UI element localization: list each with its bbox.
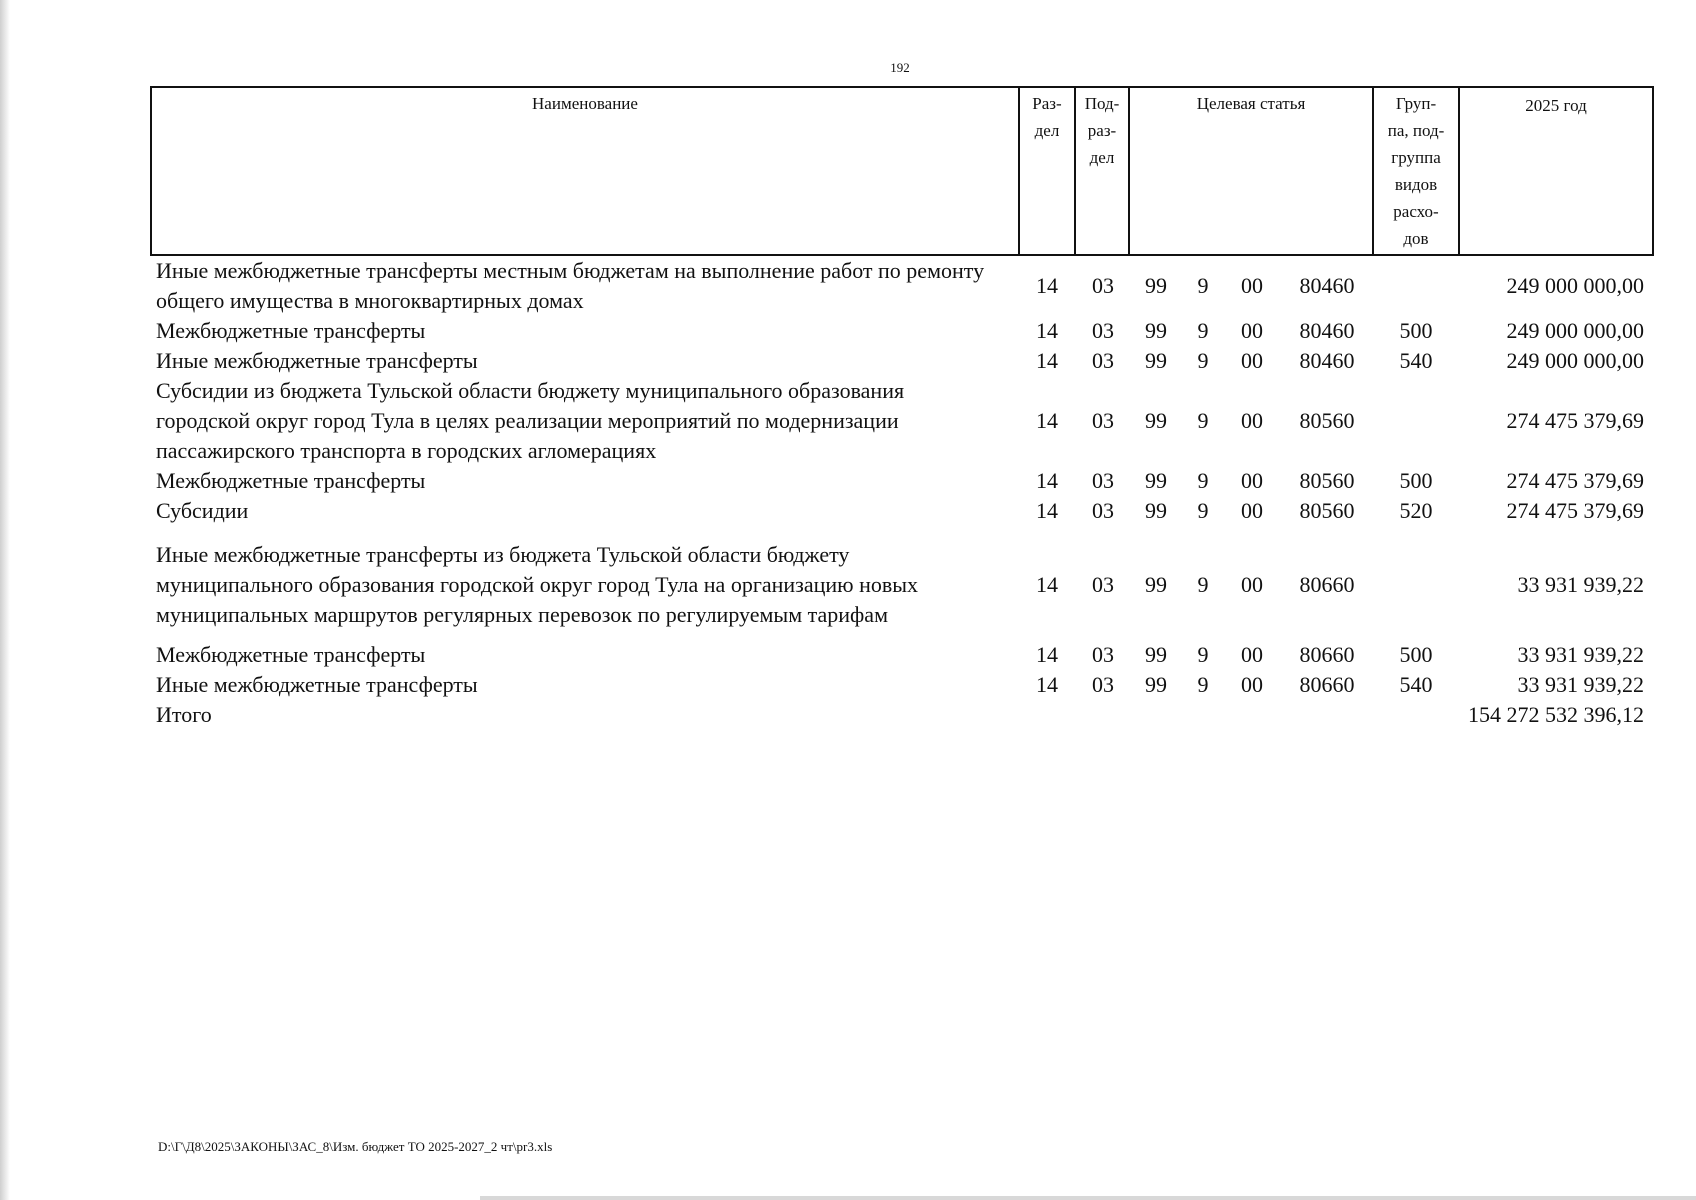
row-group: 500 [1399, 642, 1433, 667]
table-row [150, 540, 1654, 630]
row-razdel: 14 [1036, 273, 1058, 298]
header-group-line: па, под- [1387, 121, 1445, 140]
row-razdel: 14 [1036, 672, 1058, 697]
table-row [150, 376, 1654, 466]
header-group-line: видов [1394, 175, 1438, 194]
row-cs3: 00 [1241, 318, 1263, 343]
row-name: Субсидии [156, 498, 249, 523]
row-cs4: 80560 [1299, 498, 1355, 523]
total-amount: 154 272 532 396,12 [1468, 702, 1644, 727]
row-name: Иные межбюджетные трансферты [156, 348, 478, 373]
row-cs3: 00 [1241, 408, 1263, 433]
table-row [150, 640, 1654, 670]
row-name: Межбюджетные трансферты [156, 318, 426, 343]
row-podrazdel: 03 [1092, 672, 1114, 697]
row-podrazdel: 03 [1092, 572, 1114, 597]
row-cs3: 00 [1241, 642, 1263, 667]
row-cs4: 80660 [1299, 672, 1355, 697]
row-amount: 249 000 000,00 [1506, 348, 1644, 373]
row-name: Иные межбюджетные трансферты местным бюджетам на выполнение работ по ремонту общего имущества в многоквартирных домах [156, 258, 985, 313]
row-razdel: 14 [1036, 498, 1058, 523]
row-cs1: 99 [1145, 642, 1167, 667]
row-cs1: 99 [1145, 318, 1167, 343]
row-cs1: 99 [1145, 408, 1167, 433]
row-podrazdel: 03 [1092, 318, 1114, 343]
row-cs3: 00 [1241, 348, 1263, 373]
row-podrazdel: 03 [1092, 468, 1114, 493]
row-cs1: 99 [1145, 273, 1167, 298]
row-cs4: 80660 [1299, 572, 1355, 597]
row-cs3: 00 [1241, 498, 1263, 523]
scan-bottom-edge [480, 1196, 1696, 1200]
row-cs2: 9 [1197, 672, 1209, 697]
row-razdel: 14 [1036, 408, 1058, 433]
header-razdel-line: дел [1034, 121, 1060, 140]
row-cs2: 9 [1197, 572, 1209, 597]
row-cs2: 9 [1197, 408, 1209, 433]
row-cs1: 99 [1145, 672, 1167, 697]
row-name: Межбюджетные трансферты [156, 642, 426, 667]
row-cs1: 99 [1145, 348, 1167, 373]
row-cs2: 9 [1197, 498, 1209, 523]
table-row [150, 256, 1654, 316]
page-number: 192 [890, 60, 910, 75]
row-amount: 249 000 000,00 [1506, 318, 1644, 343]
header-group-line: Груп- [1395, 94, 1437, 113]
row-amount: 274 475 379,69 [1506, 468, 1644, 493]
row-name: Субсидии из бюджета Тульской области бюджету муниципального образования городской округ город Тула в целях реализации мероприятий по модернизации пассажирского транспорта в городских агломерациях [156, 378, 905, 463]
row-podrazdel: 03 [1092, 498, 1114, 523]
header-name-label: Наименование [532, 94, 638, 113]
header-group-line: дов [1403, 229, 1429, 248]
row-amount: 33 931 939,22 [1517, 672, 1644, 697]
row-cs2: 9 [1197, 273, 1209, 298]
row-razdel: 14 [1036, 572, 1058, 597]
row-cs2: 9 [1197, 642, 1209, 667]
table-row [150, 670, 1654, 700]
row-cs1: 99 [1145, 468, 1167, 493]
header-podrazdel [1076, 88, 1128, 254]
row-cs2: 9 [1197, 318, 1209, 343]
row-cs1: 99 [1145, 498, 1167, 523]
table-row [150, 496, 1654, 526]
table-row [150, 466, 1654, 496]
row-cs1: 99 [1145, 572, 1167, 597]
row-razdel: 14 [1036, 468, 1058, 493]
row-name: Иные межбюджетные трансферты из бюджета Тульской области бюджету муниципального образования городской округ город Тула на организацию новых муниципальных маршрутов регулярных перевозок по регулируемым тарифам [156, 542, 919, 627]
header-target-article [1130, 88, 1372, 254]
header-razdel-line: Раз- [1032, 94, 1062, 113]
row-amount: 274 475 379,69 [1506, 498, 1644, 523]
header-podrazdel-line: раз- [1087, 121, 1117, 140]
row-name: Иные межбюджетные трансферты [156, 672, 478, 697]
row-cs4: 80560 [1299, 408, 1355, 433]
row-name: Межбюджетные трансферты [156, 468, 426, 493]
total-label: Итого [156, 702, 212, 727]
row-group: 500 [1399, 468, 1433, 493]
row-amount: 33 931 939,22 [1517, 572, 1644, 597]
row-group: 520 [1399, 498, 1433, 523]
header-razdel [1020, 88, 1074, 254]
row-amount: 249 000 000,00 [1506, 273, 1644, 298]
table-row [150, 346, 1654, 376]
row-cs4: 80660 [1299, 642, 1355, 667]
total-row [150, 700, 1654, 730]
row-cs4: 80560 [1299, 468, 1355, 493]
row-cs3: 00 [1241, 273, 1263, 298]
header-group-line: группа [1391, 148, 1441, 167]
row-razdel: 14 [1036, 318, 1058, 343]
row-cs3: 00 [1241, 468, 1263, 493]
row-razdel: 14 [1036, 642, 1058, 667]
row-amount: 33 931 939,22 [1517, 642, 1644, 667]
row-amount: 274 475 379,69 [1506, 408, 1644, 433]
table-row [150, 316, 1654, 346]
row-podrazdel: 03 [1092, 642, 1114, 667]
header-name [152, 88, 1018, 254]
header-podrazdel-line: дел [1089, 148, 1115, 167]
row-cs4: 80460 [1299, 318, 1355, 343]
header-group-line: расхо- [1393, 202, 1439, 221]
row-group: 540 [1399, 348, 1433, 373]
header-target-article-label: Целевая статья [1196, 94, 1306, 113]
row-cs2: 9 [1197, 468, 1209, 493]
row-cs4: 80460 [1299, 273, 1355, 298]
file-path: D:\Г\Д8\2025\ЗАКОНЫ\ЗАС_8\Изм. бюджет ТО 2025-2027_2 чт\pr3.xls [158, 1139, 553, 1154]
row-cs3: 00 [1241, 572, 1263, 597]
header-year-label: 2025 год [1525, 96, 1587, 115]
row-group: 540 [1399, 672, 1433, 697]
header-podrazdel-line: Под- [1084, 94, 1120, 113]
row-podrazdel: 03 [1092, 273, 1114, 298]
table-header [150, 86, 1654, 256]
row-cs2: 9 [1197, 348, 1209, 373]
row-podrazdel: 03 [1092, 408, 1114, 433]
row-cs4: 80460 [1299, 348, 1355, 373]
row-razdel: 14 [1036, 348, 1058, 373]
header-group [1374, 88, 1458, 254]
scan-edge-shadow [0, 0, 10, 1200]
row-cs3: 00 [1241, 672, 1263, 697]
header-year [1460, 88, 1652, 254]
row-podrazdel: 03 [1092, 348, 1114, 373]
row-group: 500 [1399, 318, 1433, 343]
